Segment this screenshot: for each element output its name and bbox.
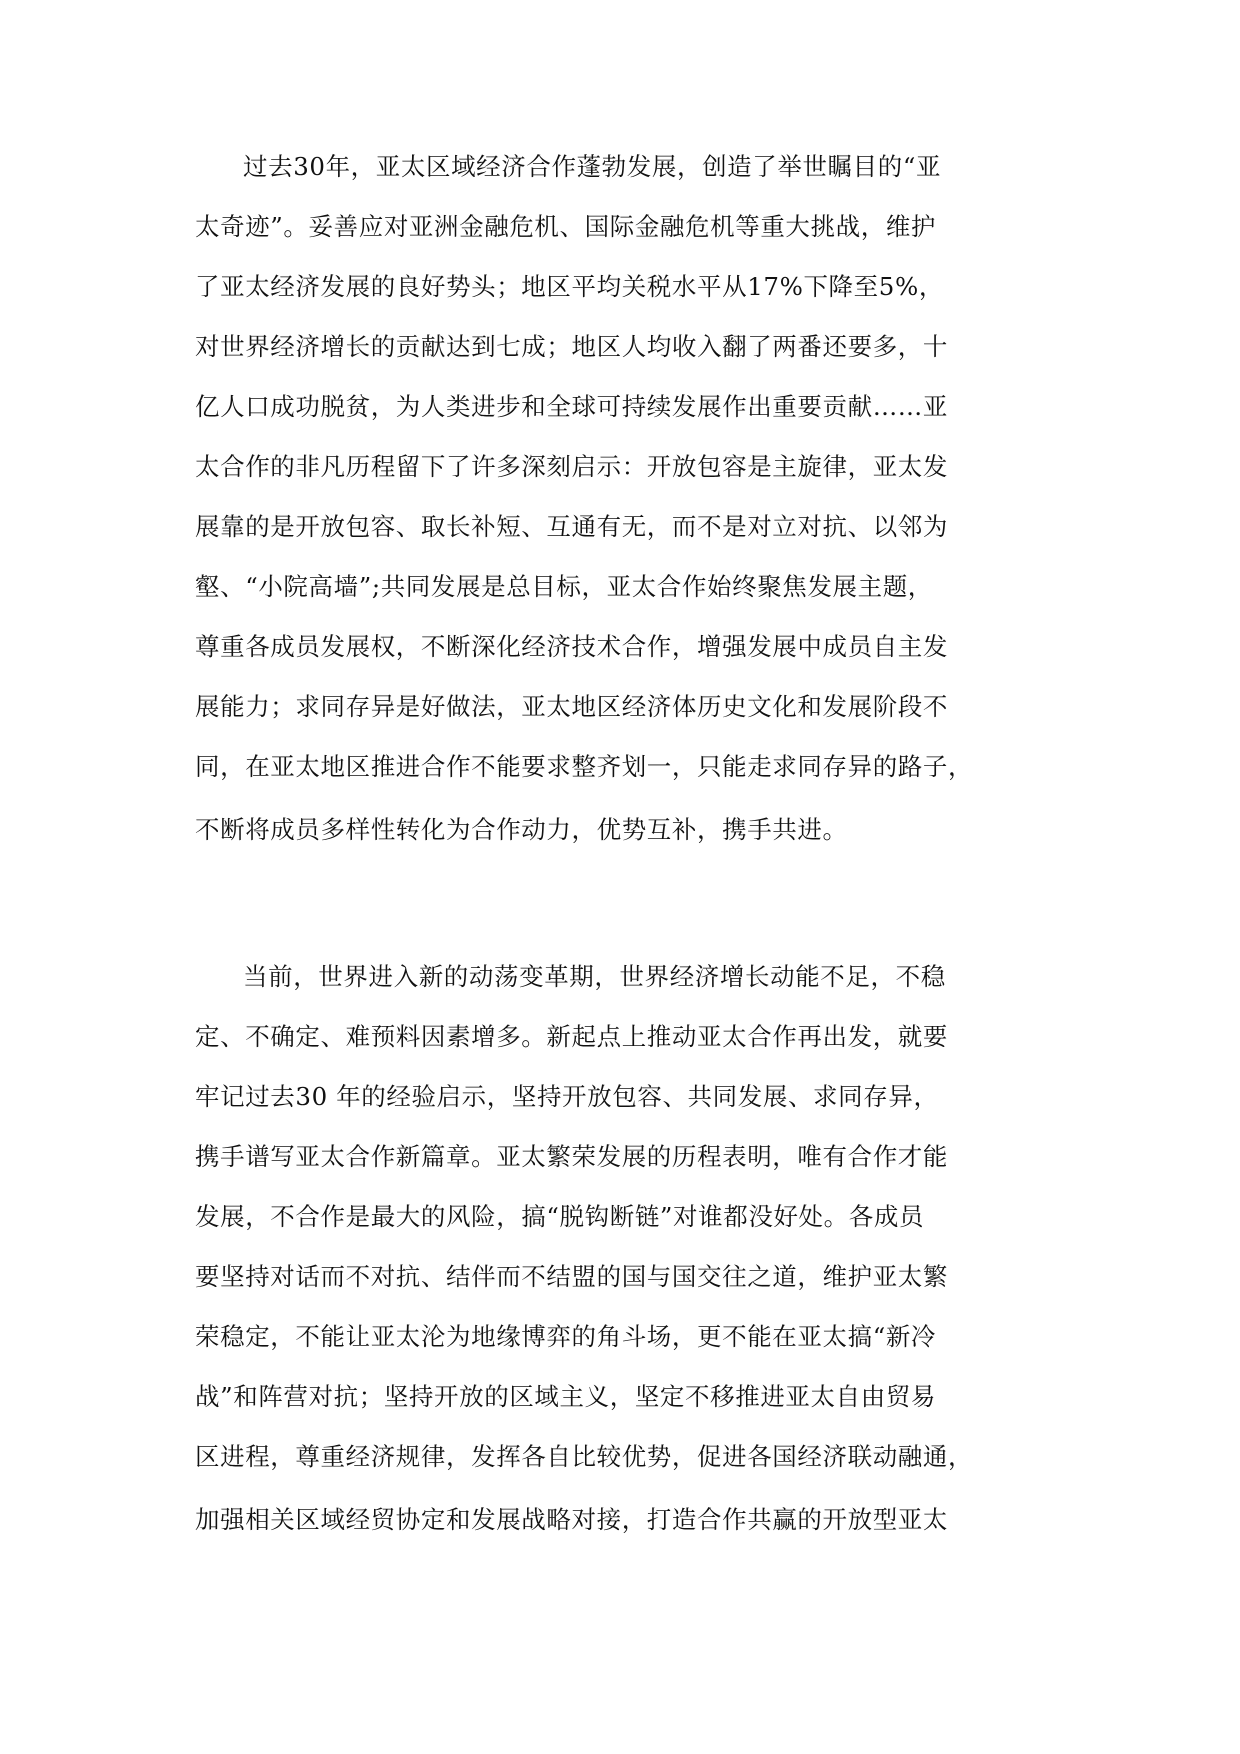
text-line: 不断将成员多样性转化为合作动力，优势互补，携手共进。 [195, 815, 848, 844]
text-line: 太合作的非凡历程留下了许多深刻启示：开放包容是主旋律，亚太发 [195, 452, 948, 481]
text-line: 战”和阵营对抗；坚持开放的区域主义，坚定不移推进亚太自由贸易 [195, 1382, 937, 1411]
text-line: 当前，世界进入新的动荡变革期，世界经济增长动能不足，不稳 [243, 962, 946, 991]
text-line: 对世界经济增长的贡献达到七成；地区人均收入翻了两番还要多，十 [195, 332, 948, 361]
text-line: 牢记过去30 年的经验启示，坚持开放包容、共同发展、求同存异， [195, 1082, 939, 1111]
text-line: 发展，不合作是最大的风险，搞“脱钩断链”对谁都没好处。各成员 [195, 1202, 925, 1231]
text-line: 区进程，尊重经济规律，发挥各自比较优势，促进各国经济联动融通， [195, 1442, 974, 1471]
text-line: 亿人口成功脱贫，为人类进步和全球可持续发展作出重要贡献……亚 [195, 392, 948, 421]
text-line: 了亚太经济发展的良好势头；地区平均关税水平从17%下降至5%， [195, 272, 944, 301]
text-line: 尊重各成员发展权，不断深化经济技术合作，增强发展中成员自主发 [195, 632, 948, 661]
text-line: 展靠的是开放包容、取长补短、互通有无，而不是对立对抗、以邻为 [195, 512, 948, 541]
text-line: 定、不确定、难预料因素增多。新起点上推动亚太合作再出发，就要 [195, 1022, 948, 1051]
text-line: 过去30年，亚太区域经济合作蓬勃发展，创造了举世瞩目的“亚 [243, 152, 942, 181]
text-line: 壑、“小院高墙”;共同发展是总目标，亚太合作始终聚焦发展主题， [195, 572, 933, 601]
text-line: 要坚持对话而不对抗、结伴而不结盟的国与国交往之道，维护亚太繁 [195, 1262, 948, 1291]
text-line: 同，在亚太地区推进合作不能要求整齐划一，只能走求同存异的路子， [195, 752, 974, 781]
text-line: 荣稳定，不能让亚太沦为地缘博弈的角斗场，更不能在亚太搞“新冷 [195, 1322, 937, 1351]
text-line: 加强相关区域经贸协定和发展战略对接，打造合作共赢的开放型亚太 [195, 1505, 948, 1534]
text-line: 太奇迹”。妥善应对亚洲金融危机、国际金融危机等重大挑战，维护 [195, 212, 937, 241]
text-line: 展能力；求同存异是好做法，亚太地区经济体历史文化和发展阶段不 [195, 692, 948, 721]
text-line: 携手谱写亚太合作新篇章。亚太繁荣发展的历程表明，唯有合作才能 [195, 1142, 948, 1171]
